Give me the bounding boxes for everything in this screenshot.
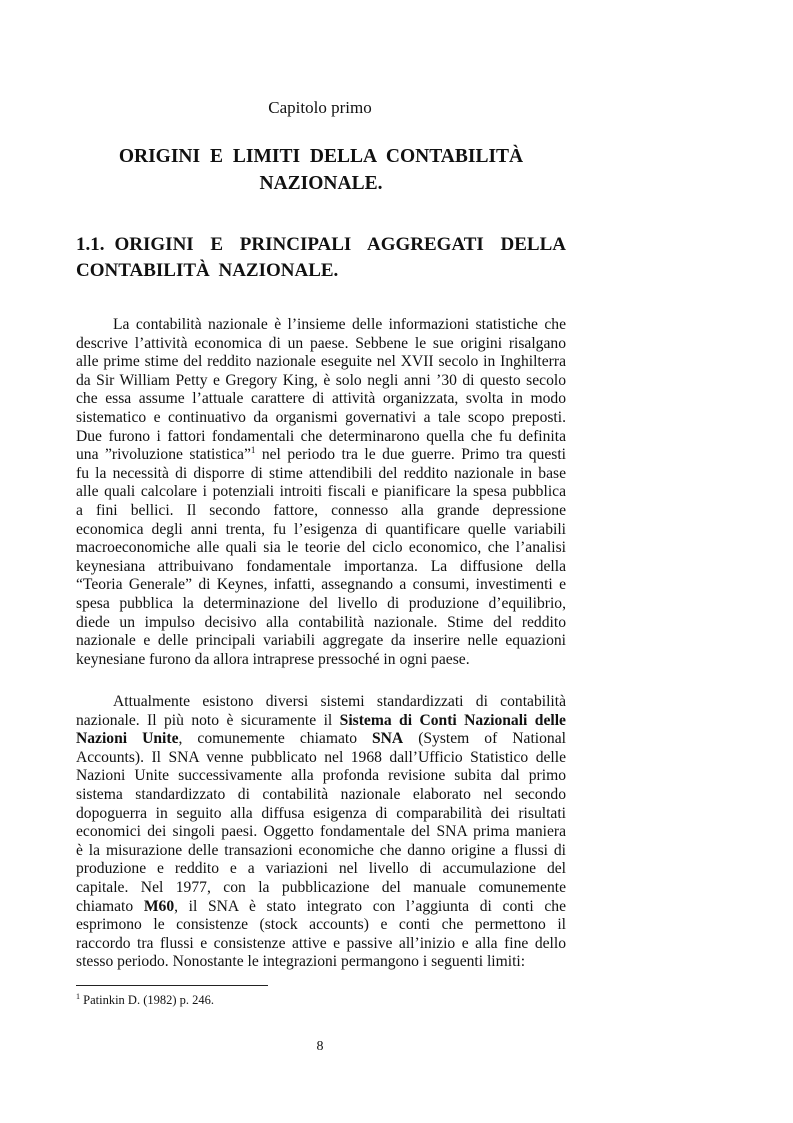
text-line: spesa pubblica la determinazione del livello di produzione d’equilibrio,: [76, 594, 566, 612]
text-line: economici dei singoli paesi. Oggetto fondamentale del SNA prima maniera: [76, 823, 566, 841]
section-title-line-1: ORIGINI E PRINCIPALI AGGREGATI DELLA: [114, 234, 566, 255]
bold-term: SNA: [372, 730, 404, 748]
text-line: nazionale e delle principali variabili aggregate da inserire nelle equazioni: [76, 632, 566, 650]
section-title-line-2: CONTABILITÀ NAZIONALE.: [76, 260, 339, 281]
chapter-title-line-2: NAZIONALE.: [259, 173, 383, 194]
text-line: a fini bellici. Il secondo fattore, connesso alla grande depressione: [76, 501, 566, 519]
section-heading-line-1: [76, 232, 566, 258]
footnote-divider: [76, 985, 268, 986]
text-line: diede un impulso decisivo alla contabilità nazionale. Stime del reddito: [76, 613, 566, 631]
text-line: che essa assume l’attuale carattere di attività organizzata, svolta in modo: [76, 390, 566, 408]
text-line: fu la necessità di disporre di stime attendibili del reddito nazionale in base: [76, 464, 566, 482]
text-line: esprimono le consistenze (stock accounts) e conti che permettono il: [76, 916, 566, 934]
text-line: alle quali calcolare i potenziali introiti fiscali e pianificare la spesa pubblica: [76, 483, 566, 501]
text-line: Accounts). Il SNA venne pubblicato nel 1968 dall’Ufficio Statistico delle: [76, 748, 566, 766]
text-segment: , il SNA è stato integrato con l’aggiunta di conti che: [174, 897, 566, 915]
text-line: sistematico e continuativo da organismi governativi a tale scopo preposti.: [76, 408, 566, 426]
text-line: “Teoria Generale” di Keynes, infatti, assegnando a consumi, investimenti e: [76, 576, 566, 594]
bold-term: Nazioni Unite: [76, 730, 179, 748]
text-segment: nazionale. Il più noto è sicuramente il: [76, 711, 340, 729]
text-line: sistema standardizzato di contabilità nazionale elaborato nel secondo: [76, 785, 566, 803]
paragraph-1: [76, 316, 566, 669]
bold-term: Sistema di Conti Nazionali delle: [339, 711, 566, 729]
text-line: [76, 730, 566, 749]
text-line: macroeconomiche alle quali sia le teorie del ciclo economico, che l’analisi: [76, 539, 566, 557]
text-line: keynesiana attribuivano fondamentale importanza. La diffusione della: [76, 557, 566, 575]
text-segment: chiamato: [76, 897, 144, 915]
bold-term: M60: [143, 897, 175, 915]
text-line: stesso periodo. Nonostante le integrazioni permangono i seguenti limiti:: [76, 953, 526, 971]
chapter-label: Capitolo primo: [268, 98, 372, 117]
text-line: keynesiane furono da allora intraprese pressoché in ogni paese.: [76, 650, 470, 668]
text-line: Attualmente esistono diversi sistemi standardizzati di contabilità: [113, 693, 566, 710]
text-line: dopoguerra in seguito alla diffusa esigenza di comparabilità dei risultati: [76, 804, 566, 822]
footnote-reference[interactable]: 1: [250, 445, 256, 456]
text-line: produzione e reddito e a variazioni nel livello di accumulazione del: [76, 860, 566, 878]
text-segment: una ”rivoluzione statistica”: [76, 446, 251, 464]
chapter-title-line-1: ORIGINI E LIMITI DELLA CONTABILITÀ: [118, 146, 524, 167]
text-line: alle prime stime del reddito nazionale eseguite nel XVII secolo in Inghilterra: [76, 353, 566, 371]
footnote-text: Patinkin D. (1982) p. 246.: [80, 993, 215, 1007]
chapter-title: [76, 143, 566, 197]
footnote: [76, 993, 214, 1008]
section-heading: [76, 232, 566, 284]
text-line: Nazioni Unite successivamente alla profonda revisione subita dal primo: [76, 767, 566, 785]
text-line: capitale. Nel 1977, con la pubblicazione del manuale comunemente: [76, 878, 566, 896]
text-line: [76, 712, 566, 731]
text-line: [76, 898, 566, 917]
section-number: 1.1.: [76, 234, 105, 255]
text-line: è la misurazione delle transazioni economiche che danno origine a flussi di: [76, 841, 566, 859]
text-segment: (System of National: [403, 730, 566, 748]
paragraph-2: [76, 693, 566, 972]
text-segment: nel periodo tra le due guerre. Primo tra questi: [255, 446, 567, 464]
text-line: La contabilità nazionale è l’insieme delle informazioni statistiche che: [113, 316, 566, 333]
text-line-with-footnote: [76, 446, 566, 465]
text-line: economica degli anni trenta, fu l’esigenza di quantificare quelle variabili: [76, 520, 566, 538]
text-line: descrive l’attività economica di un paese. Sebbene le sue origini risalgano: [76, 334, 566, 352]
page-number: 8: [316, 1039, 324, 1054]
text-line: da Sir William Petty e Gregory King, è solo negli anni ’30 di questo secolo: [76, 371, 566, 389]
text-line: raccordo tra flussi e consistenze attive e passive all’inizio e alla fine dello: [76, 934, 566, 952]
text-segment: , comunemente chiamato: [178, 730, 372, 748]
text-line: Due furono i fattori fondamentali che determinarono quella che fu definita: [76, 427, 566, 445]
footnote-mark: 1: [76, 992, 80, 1001]
